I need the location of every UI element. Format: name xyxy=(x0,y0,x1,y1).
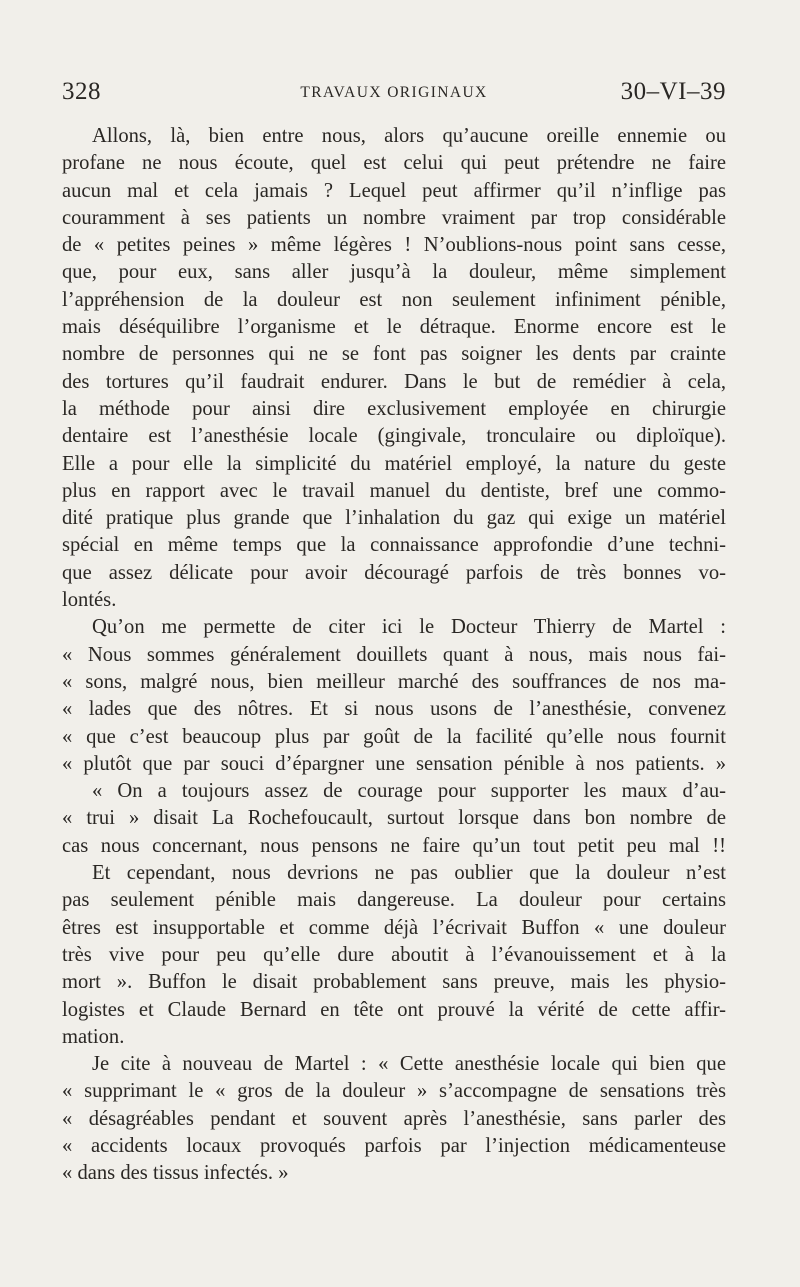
issue-date: 30–VI–39 xyxy=(620,78,726,105)
text-line: Elle a pour elle la simplicité du matériel employé, la nature du geste xyxy=(62,452,726,475)
text-line: plus en rapport avec le travail manuel du dentiste, bref une commo- xyxy=(62,479,726,502)
text-line: « sons, malgré nous, bien meilleur marché des souffrances de nos ma- xyxy=(62,670,726,693)
text-line: « désagréables pendant et souvent après l’anesthésie, sans parler des xyxy=(62,1107,726,1130)
text-line: êtres est insupportable et comme déjà l’écrivait Buffon « une douleur xyxy=(62,916,726,939)
text-line: que, pour eux, sans aller jusqu’à la douleur, même simplement xyxy=(62,261,726,284)
text-line: des tortures qu’il faudrait endurer. Dans le but de remédier à cela, xyxy=(62,370,726,393)
text-line: l’appréhension de la douleur est non seulement infiniment pénible, xyxy=(62,288,726,311)
text-line: mort ». Buffon le disait probablement sans preuve, mais les physio- xyxy=(62,971,726,994)
text-line: « lades que des nôtres. Et si nous usons de l’anesthésie, convenez xyxy=(62,698,726,721)
text-line: dentaire est l’anesthésie locale (gingivale, tronculaire ou diploïque). xyxy=(62,425,726,448)
running-header xyxy=(62,78,726,108)
text-line: pas seulement pénible mais dangereuse. La douleur pour certains xyxy=(62,889,726,912)
text-line: Qu’on me permette de citer ici le Docteur Thierry de Martel : xyxy=(92,616,726,639)
text-line: logistes et Claude Bernard en tête ont prouvé la vérité de cette affir- xyxy=(62,998,726,1021)
text-line: « On a toujours assez de courage pour supporter les maux d’au- xyxy=(92,780,726,803)
text-line: lontés. xyxy=(62,589,117,612)
text-line: de « petites peines » même légères ! N’oublions-nous point sans cesse, xyxy=(62,234,726,257)
text-line: spécial en même temps que la connaissance approfondie d’une techni- xyxy=(62,534,726,557)
text-line: « que c’est beaucoup plus par goût de la facilité qu’elle nous fournit xyxy=(62,725,726,748)
page-number: 328 xyxy=(62,78,101,105)
text-line: aucun mal et cela jamais ? Lequel peut affirmer qu’il n’inflige pas xyxy=(62,179,726,202)
text-line: « dans des tissus infectés. » xyxy=(62,1162,289,1185)
body-text xyxy=(62,123,726,1188)
text-line: profane ne nous écoute, quel est celui qui peut prétendre ne faire xyxy=(62,152,726,175)
text-line: « accidents locaux provoqués parfois par l’injection médicamenteuse xyxy=(62,1134,726,1157)
text-line: « Nous sommes généralement douillets quant à nous, mais nous fai- xyxy=(62,643,726,666)
text-line: Et cependant, nous devrions ne pas oublier que la douleur n’est xyxy=(92,862,726,885)
text-line: mation. xyxy=(62,1025,125,1048)
text-line: très vive pour peu qu’elle dure aboutit à l’évanouissement et à la xyxy=(62,943,726,966)
text-line: cas nous concernant, nous pensons ne faire qu’un tout petit peu mal !! xyxy=(62,834,726,857)
text-line: nombre de personnes qui ne se font pas soigner les dents par crainte xyxy=(62,343,726,366)
text-line: que assez délicate pour avoir découragé parfois de très bonnes vo- xyxy=(62,561,726,584)
text-line: Je cite à nouveau de Martel : « Cette anesthésie locale qui bien que xyxy=(92,1053,726,1076)
text-line: « supprimant le « gros de la douleur » s’accompagne de sensations très xyxy=(62,1080,726,1103)
section-title: TRAVAUX ORIGINAUX xyxy=(300,84,488,101)
text-line: Allons, là, bien entre nous, alors qu’aucune oreille ennemie ou xyxy=(92,125,726,147)
text-line: la méthode pour ainsi dire exclusivement employée en chirurgie xyxy=(62,397,726,420)
text-line: « plutôt que par souci d’épargner une sensation pénible à nos patients. » xyxy=(62,752,726,775)
text-line: mais déséquilibre l’organisme et le détraque. Enorme encore est le xyxy=(62,316,726,339)
text-line: couramment à ses patients un nombre vraiment par trop considérable xyxy=(62,206,726,229)
text-line: dité pratique plus grande que l’inhalation du gaz qui exige un matériel xyxy=(62,507,726,530)
text-line: « trui » disait La Rochefoucault, surtout lorsque dans bon nombre de xyxy=(62,807,726,830)
